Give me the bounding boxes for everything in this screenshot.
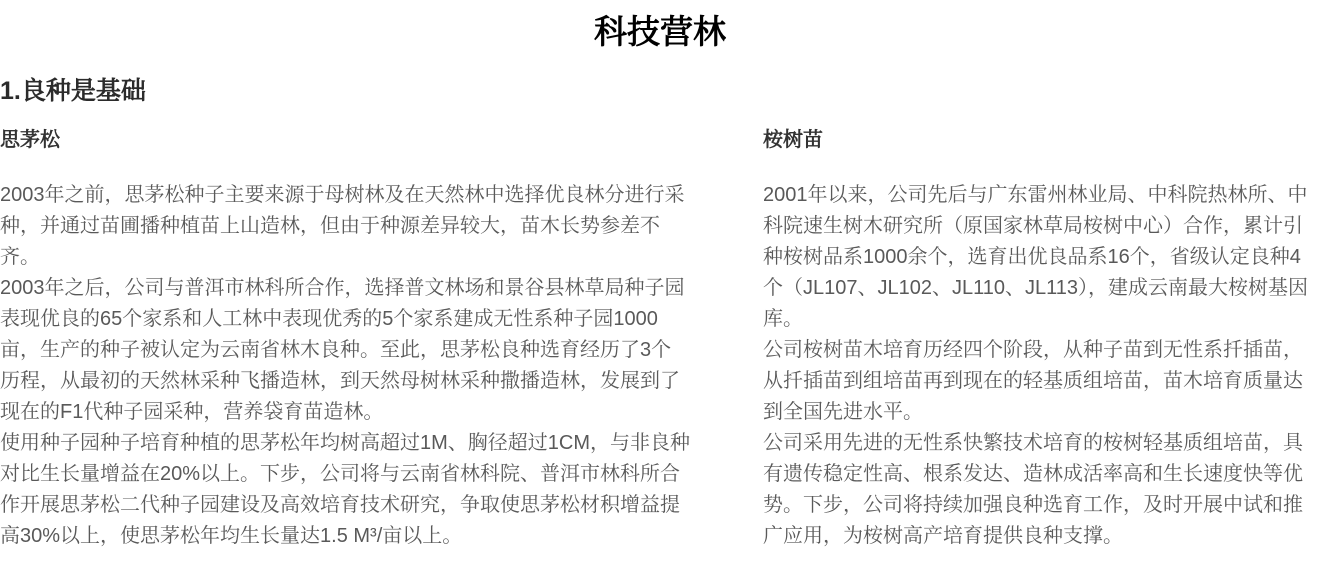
- section-heading: 1.良种是基础: [0, 77, 146, 105]
- column-body-simao-pine: [0, 180, 690, 552]
- column-heading-eucalyptus-seedling: 桉树苗: [763, 129, 823, 151]
- column-eucalyptus-seedling: [763, 126, 1320, 552]
- paragraph: 公司采用先进的无性系快繁技术培育的桉树轻基质组培苗，具有遗传稳定性高、根系发达、造林成活率高和生长速度快等优势。下步，公司将持续加强良种选育工作，及时开展中试和推广应用，为桉树高产培育提供良种支撑。: [763, 432, 1303, 547]
- paragraph: 2003年之前，思茅松种子主要来源于母树林及在天然林中选择优良林分进行采种，并通过苗圃播种植苗上山造林，但由于种源差异较大，苗木长势参差不齐。: [0, 184, 685, 268]
- paragraph: 2001年以来，公司先后与广东雷州林业局、中科院热林所、中科院速生树木研究所（原国家林草局桉树中心）合作，累计引种桉树品系1000余个，选育出优良品系16个，省级认定良种4个（JL107、JL102、JL110、JL113），建成云南最大桉树基因库。: [763, 184, 1308, 330]
- two-column-layout: [0, 126, 1320, 552]
- column-body-eucalyptus-seedling: [763, 180, 1320, 552]
- paragraph: 公司桉树苗木培育历经四个阶段，从种子苗到无性系扦插苗，从扦插苗到组培苗再到现在的轻基质组培苗，苗木培育质量达到全国先进水平。: [763, 339, 1303, 423]
- page-title: [0, 10, 1320, 54]
- column-heading-simao-pine: 思茅松: [0, 129, 60, 151]
- paragraph: 2003年之后，公司与普洱市林科所合作，选择普文林场和景谷县林草局种子园表现优良的65个家系和人工林中表现优秀的5个家系建成无性系种子园1000亩，生产的种子被认定为云南省林木良种。至此，思茅松良种选育经历了3个历程，从最初的天然林采种飞播造林，到天然母树林采种撒播造林，发展到了现在的F1代种子园采种，营养袋育苗造林。: [0, 277, 685, 423]
- page-title-text: 科技营林: [594, 13, 726, 50]
- column-simao-pine: [0, 126, 690, 552]
- paragraph: 使用种子园种子培育种植的思茅松年均树高超过1M、胸径超过1CM，与非良种对比生长量增益在20%以上。下步，公司将与云南省林科院、普洱市林科所合作开展思茅松二代种子园建设及高效培育技术研究，争取使思茅松材积增益提高30%以上，使思茅松年均生长量达1.5 M³/亩以上。: [0, 432, 691, 547]
